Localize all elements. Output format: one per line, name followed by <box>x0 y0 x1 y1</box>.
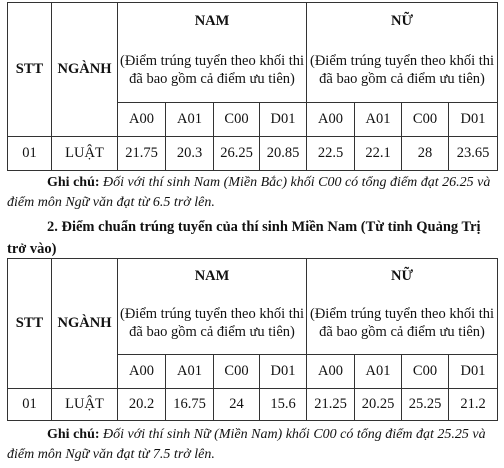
nam-subtitle: (Điểm trúng tuyển theo khối thi đã bao gồm cả điểm ưu tiên) <box>118 293 307 355</box>
nam-header: NAM <box>118 259 307 293</box>
stt-header: STT <box>8 3 52 137</box>
block-header: A01 <box>166 355 214 389</box>
block-header: A01 <box>355 103 402 137</box>
nu-header: NỮ <box>307 3 498 39</box>
nu-header: NỮ <box>307 259 498 293</box>
score-cell: 25.25 <box>402 389 449 421</box>
score-cell: 22.1 <box>355 137 402 171</box>
block-header: A01 <box>166 103 214 137</box>
nu-subtitle: (Điểm trúng tuyển theo khối thi đã bao gồm cả điểm ưu tiên) <box>307 39 498 103</box>
nganh-header: NGÀNH <box>52 259 118 389</box>
stt-cell: 01 <box>8 389 52 421</box>
score-cell: 23.65 <box>449 137 498 171</box>
nganh-cell: LUẬT <box>52 389 118 421</box>
block-header: D01 <box>449 103 498 137</box>
block-header: D01 <box>260 355 307 389</box>
note-label: Ghi chú: <box>47 427 100 442</box>
note-text: Đối với thí sinh Nam (Miền Bắc) khối C00 có tổng điểm đạt 26.25 và điểm môn Ngữ văn đạt từ 6.5 trở lên. <box>7 175 491 210</box>
score-cell: 20.3 <box>166 137 214 171</box>
block-header: A00 <box>307 355 355 389</box>
score-table-south <box>7 258 498 421</box>
score-cell: 21.25 <box>307 389 355 421</box>
note-label: Ghi chú: <box>47 175 100 190</box>
score-cell: 21.2 <box>449 389 498 421</box>
nganh-header: NGÀNH <box>52 3 118 137</box>
block-header: C00 <box>214 103 260 137</box>
block-header: A00 <box>118 103 166 137</box>
score-table-north <box>7 2 498 171</box>
note-north <box>7 173 497 213</box>
section-heading: 2. Điểm chuẩn trúng tuyển của thí sinh Miền Nam (Từ tỉnh Quảng Trị trở vào) <box>7 219 481 257</box>
note-south <box>7 425 497 465</box>
block-header: A00 <box>307 103 355 137</box>
score-cell: 22.5 <box>307 137 355 171</box>
score-cell: 26.25 <box>214 137 260 171</box>
nganh-cell: LUẬT <box>52 137 118 171</box>
note-text: Đối với thí sinh Nữ (Miền Nam) khối C00 có tổng điểm đạt 25.25 và điểm môn Ngữ văn đạt từ 7.5 trở lên. <box>7 427 486 462</box>
stt-header: STT <box>8 259 52 389</box>
score-cell: 20.25 <box>355 389 402 421</box>
block-header: A00 <box>118 355 166 389</box>
block-header: C00 <box>402 355 449 389</box>
table-row <box>8 389 498 421</box>
score-cell: 15.6 <box>260 389 307 421</box>
block-header: C00 <box>214 355 260 389</box>
table-row <box>8 137 498 171</box>
score-cell: 24 <box>214 389 260 421</box>
nam-header: NAM <box>118 3 307 39</box>
score-cell: 16.75 <box>166 389 214 421</box>
score-cell: 20.85 <box>260 137 307 171</box>
nu-subtitle: (Điểm trúng tuyển theo khối thi đã bao gồm cả điểm ưu tiên) <box>307 293 498 355</box>
score-cell: 21.75 <box>118 137 166 171</box>
block-header: A01 <box>355 355 402 389</box>
block-header: C00 <box>402 103 449 137</box>
block-header: D01 <box>449 355 498 389</box>
stt-cell: 01 <box>8 137 52 171</box>
score-cell: 28 <box>402 137 449 171</box>
score-cell: 20.2 <box>118 389 166 421</box>
nam-subtitle: (Điểm trúng tuyển theo khối thi đã bao gồm cả điểm ưu tiên) <box>118 39 307 103</box>
block-header: D01 <box>260 103 307 137</box>
